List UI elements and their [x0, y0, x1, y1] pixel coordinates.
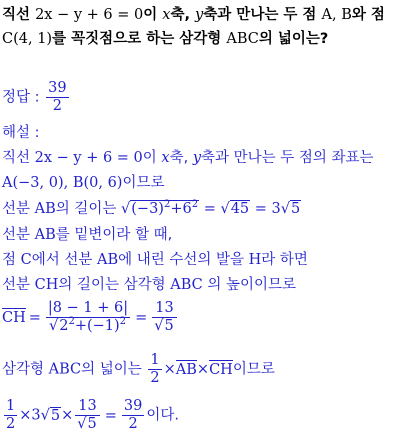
segment-ab: AB	[34, 227, 56, 243]
segment-ab-overline: AB	[175, 361, 197, 378]
fraction-denominator: 2	[52, 98, 62, 114]
solution-text: 축과 만나는 두 점의 좌표는	[201, 150, 374, 166]
triangle-label: ABC	[170, 277, 203, 293]
solution-line-3	[2, 200, 301, 218]
question-text: 의 넓이는?	[258, 31, 329, 47]
y-variable: y	[192, 150, 202, 166]
solution-text: 축,	[169, 150, 193, 166]
solution-text: 이므로	[122, 175, 165, 191]
exponent: 2	[191, 199, 199, 211]
triangle-label: ABC	[48, 361, 82, 378]
solution-line-8	[2, 352, 275, 387]
solution-line-5	[2, 251, 308, 269]
final-fraction	[122, 398, 144, 433]
answer-line	[2, 80, 71, 115]
line-equation: 2x − y + 6 = 0	[34, 150, 143, 166]
radicand	[130, 200, 199, 217]
fraction-denominator: 2	[6, 416, 16, 432]
fraction-numerator: 39	[48, 80, 67, 96]
exponent: 2	[119, 316, 127, 328]
sqrt-icon: √	[154, 318, 164, 334]
radicand-part: (−3)	[131, 201, 164, 217]
solution-line-9	[2, 398, 179, 433]
solution-line-7	[2, 300, 179, 335]
solution-text: 선분	[2, 277, 35, 293]
radicand	[58, 317, 127, 334]
solution-text: 의 넓이는	[81, 361, 147, 378]
fraction-numerator: 39	[123, 398, 143, 414]
fraction-denominator	[46, 318, 130, 335]
sqrt-icon: √	[48, 318, 59, 334]
point-coordinates: A(−3, 0), B(0, 6)	[2, 175, 123, 191]
point-c: C	[20, 252, 32, 268]
fraction-numerator: 13	[152, 300, 176, 318]
segment-ch-overline: CH	[2, 309, 26, 326]
equals-sign: =	[135, 309, 148, 326]
sqrt-icon: √	[77, 416, 87, 432]
radicand-part: 2	[59, 318, 69, 334]
height-fraction	[75, 398, 99, 433]
solution-label: 해설 :	[2, 125, 40, 141]
solution-text: 삼각형	[2, 361, 49, 378]
x-variable: x	[162, 7, 171, 23]
fraction-numerator: 1	[6, 398, 16, 414]
solution-text: 에 내린 수선의 발을	[118, 252, 249, 268]
fraction-numerator: 13	[75, 398, 99, 416]
points-label: A, B	[321, 7, 352, 23]
solution-text: 의 높이이므로	[202, 277, 297, 293]
answer-fraction	[46, 80, 68, 115]
solution-line-4	[2, 226, 172, 244]
radicand-part: +6	[170, 201, 192, 217]
solution-text: 의 길이는	[55, 201, 122, 217]
question-text: 를 꼭짓점으로 하는 삼각형	[52, 31, 227, 47]
half-fraction	[4, 398, 17, 433]
radicand-part: +(−1)	[74, 318, 120, 334]
solution-text: 를 밑변이라 할 때,	[55, 227, 173, 243]
question-text: 축과 만나는 두 점	[203, 7, 322, 23]
segment-ch: CH	[34, 277, 59, 293]
fraction-numerator: |8 − 1 + 6|	[47, 300, 129, 316]
y-variable: y	[195, 7, 204, 23]
radicand: 5	[164, 318, 174, 334]
exponent: 2	[163, 199, 171, 211]
question-text: 직선	[2, 7, 36, 23]
half-fraction	[148, 352, 161, 387]
question-line-2	[2, 30, 328, 48]
solution-line-1	[2, 149, 374, 167]
x-variable: x	[161, 150, 170, 166]
sqrt-expression	[121, 200, 199, 217]
result-fraction	[152, 300, 176, 335]
question-line-1	[2, 6, 385, 24]
radicand: 5	[50, 407, 61, 424]
solution-text: 의 길이는 삼각형	[58, 277, 171, 293]
times-sign: ×	[163, 361, 176, 378]
point-h: H	[248, 252, 262, 268]
fraction-numerator: 1	[150, 352, 160, 368]
fraction-denominator: 2	[150, 370, 160, 386]
fraction-denominator	[152, 318, 176, 335]
times-sqrt: ×3√	[19, 407, 50, 424]
solution-text: 라 하면	[261, 252, 308, 268]
fraction-denominator: 2	[128, 416, 138, 432]
radicand: 45	[230, 201, 250, 217]
solution-text: 에서 선분	[31, 252, 97, 268]
question-text: 축,	[170, 7, 196, 23]
solution-text: 이다.	[146, 407, 179, 424]
triangle-label: ABC	[226, 31, 259, 47]
fraction-denominator	[75, 416, 99, 433]
segment-ab: AB	[96, 252, 119, 268]
question-text: 와 점	[351, 7, 385, 23]
point-c: C(4, 1)	[2, 31, 53, 47]
answer-label: 정답 :	[2, 89, 45, 106]
question-text: 이	[143, 7, 163, 23]
radicand: 5	[87, 416, 97, 432]
sqrt-icon: √	[121, 201, 131, 217]
equals-sign: =	[104, 407, 117, 424]
line-equation: 2x − y + 6 = 0	[35, 7, 144, 23]
solution-line-2	[2, 174, 165, 192]
radicand: 5	[291, 201, 301, 217]
exponent: 2	[68, 316, 75, 328]
segment-ch-overline: CH	[209, 361, 233, 378]
distance-fraction	[46, 300, 130, 335]
solution-text: 이	[142, 150, 162, 166]
solution-line-6	[2, 276, 296, 294]
solution-text: 직선	[2, 150, 35, 166]
solution-text: 점	[2, 252, 21, 268]
solution-text: 이므로	[232, 361, 275, 378]
segment-ab: AB	[34, 201, 56, 217]
times-sign: ×	[61, 407, 74, 424]
times-sign: ×	[196, 361, 210, 378]
equals-sqrt: = 3√	[250, 201, 290, 217]
solution-text: 선분	[2, 227, 35, 243]
equals-sign: =	[28, 309, 41, 326]
equals-sqrt: = √	[199, 201, 230, 217]
solution-text: 선분	[2, 201, 35, 217]
